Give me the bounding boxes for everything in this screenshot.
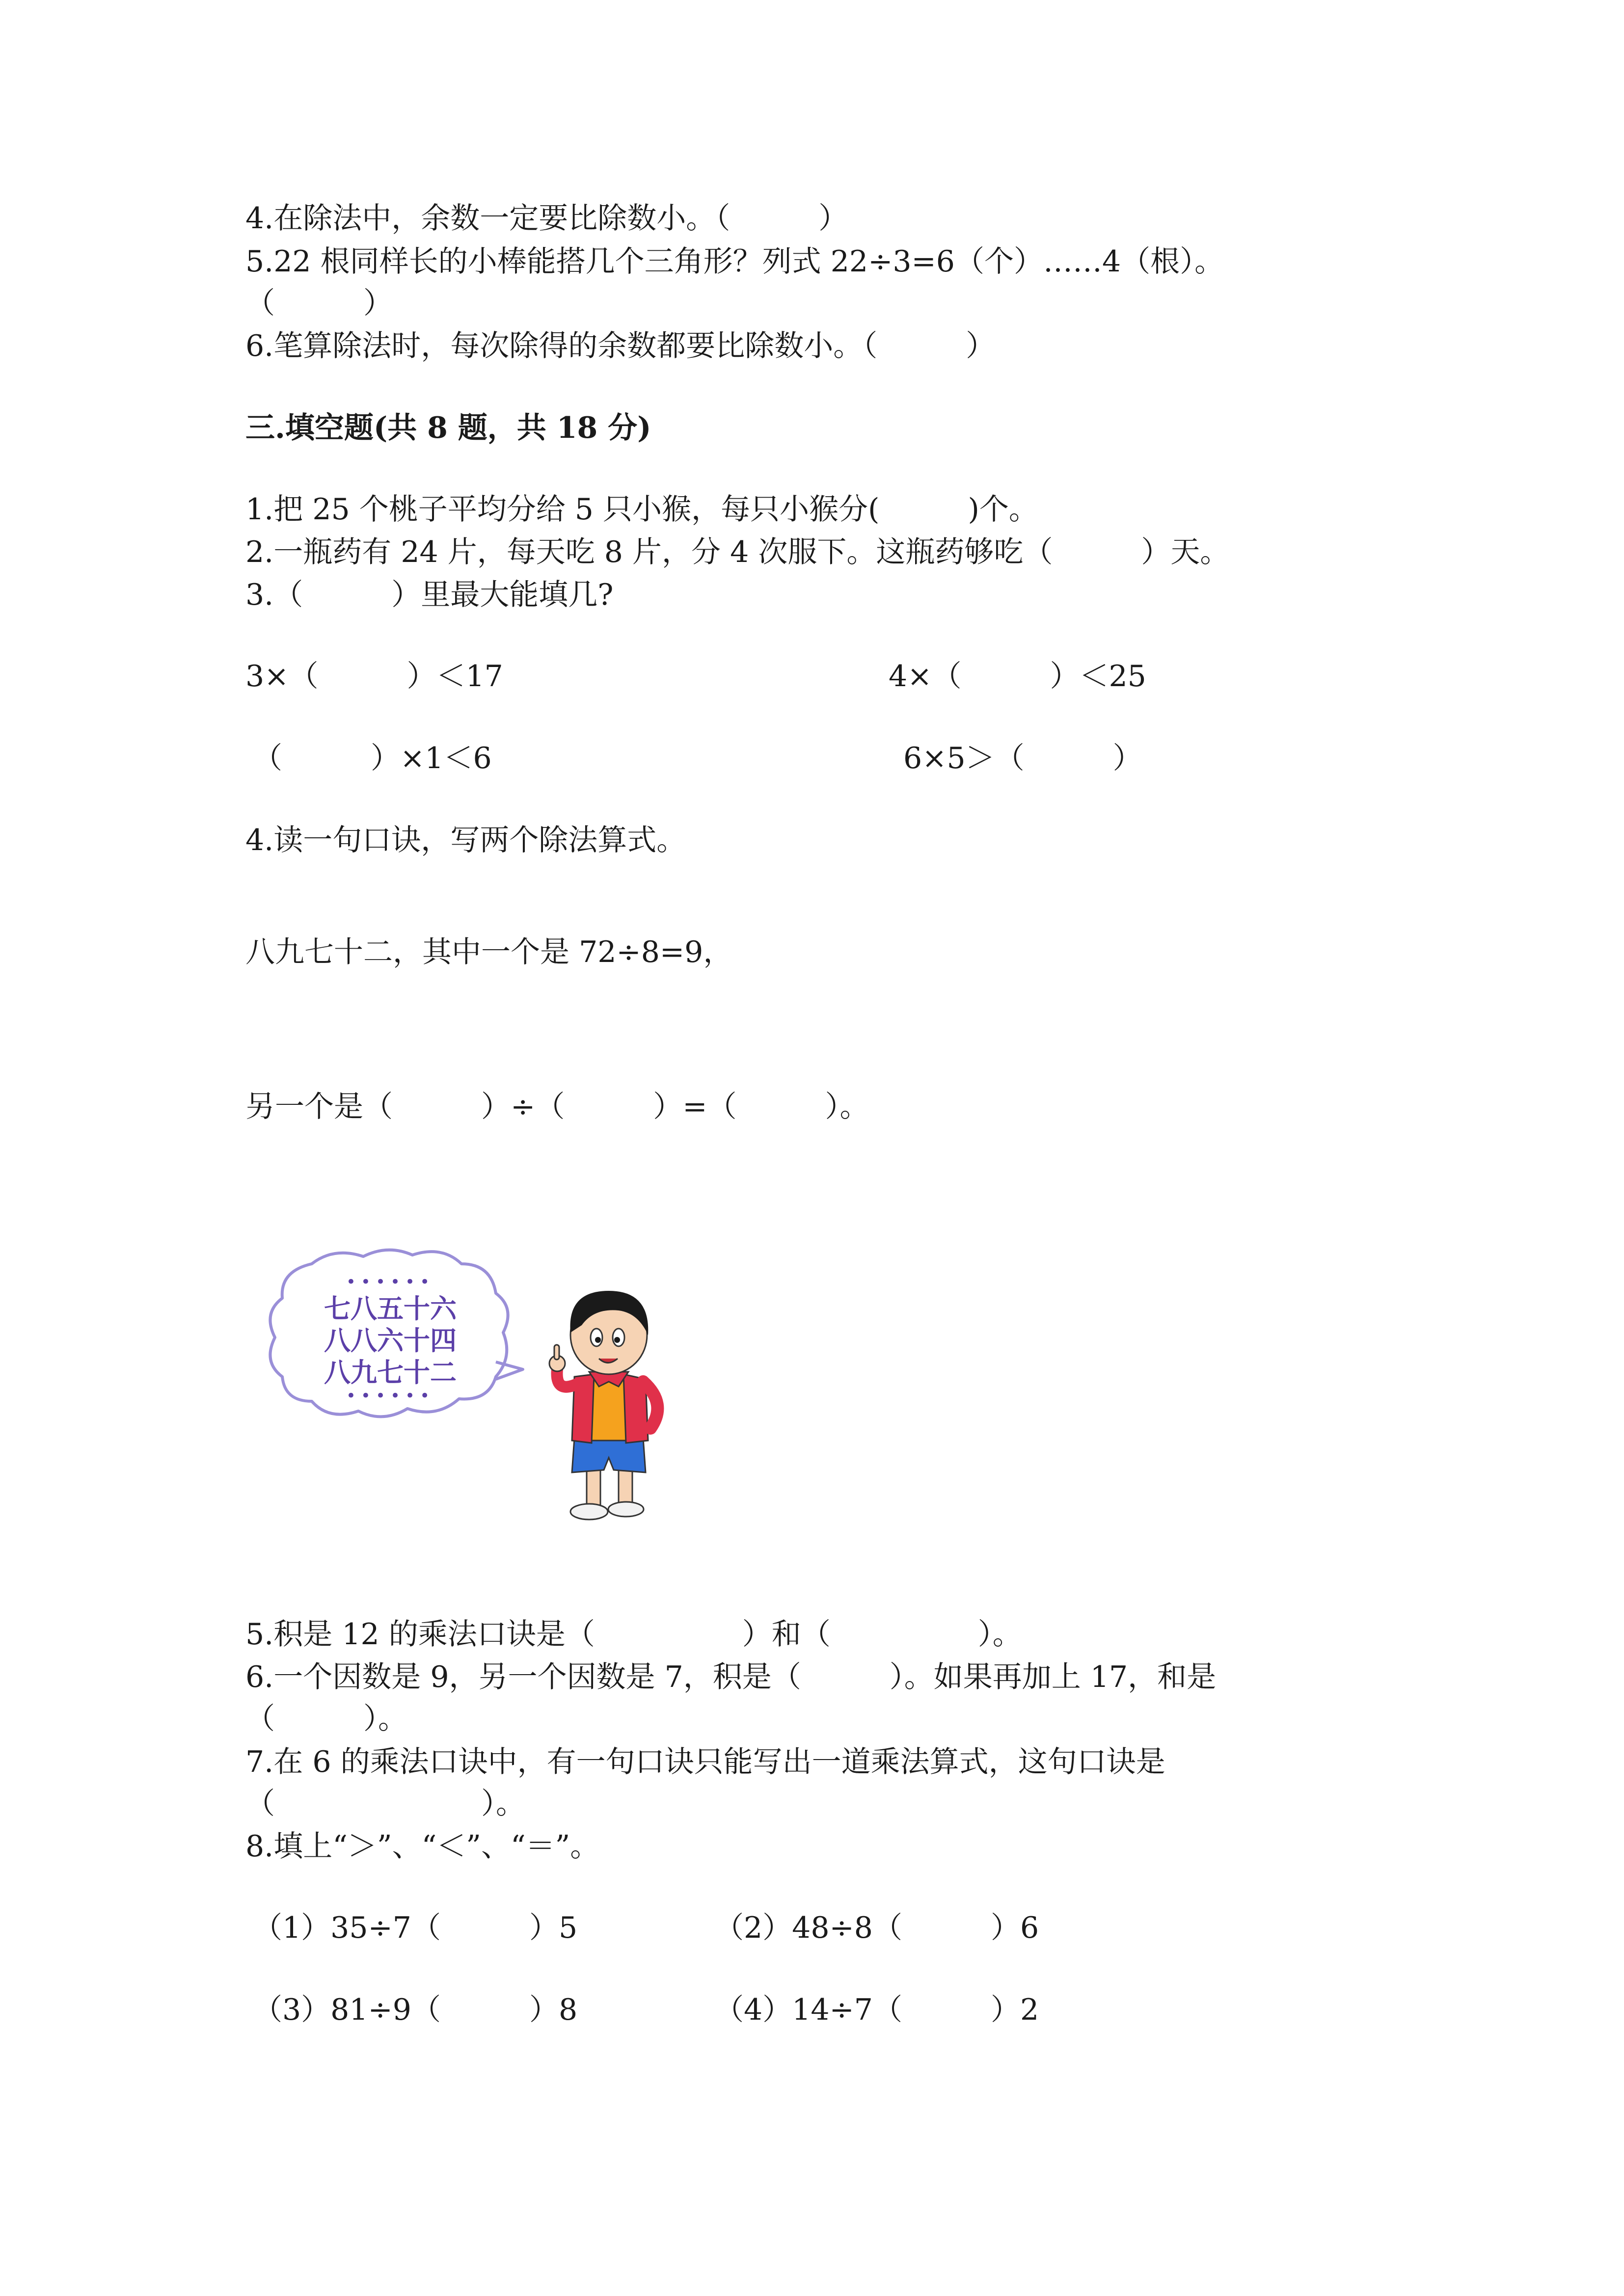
bubble-dots-top: •••••• [346,1272,435,1292]
fill-q3-expr-a: 3×（ ）＜17 [245,659,503,694]
fill-q4: 4.读一句口诀，写两个除法算式。 [245,823,686,857]
fill-q6-line2: （ ）。 [245,1702,407,1736]
fill-q5: 5.积是 12 的乘法口诀是（ ）和（ ）。 [245,1617,1022,1652]
fill-q3-expr-b: 4×（ ）＜25 [889,659,1146,694]
fill-q4-given: 八九七十二，其中一个是 72÷8=9， [245,935,733,969]
fill-q3: 3.（ ）里最大能填几? [245,578,614,612]
bubble-line-1: 七八五十六 [324,1293,457,1324]
fill-q6-line1: 6.一个因数是 9，另一个因数是 7，积是（ ）。如果再加上 17，和是 [245,1660,1217,1694]
fill-q4-other: 另一个是（ ）÷（ ）=（ ）。 [245,1090,869,1124]
bubble-dots-bottom: •••••• [346,1386,435,1406]
fill-q7-line2: （ ）。 [245,1787,525,1821]
fill-q2: 2.一瓶药有 24 片，每天吃 8 片，分 4 次服下。这瓶药够吃（ ）天。 [245,535,1230,569]
speech-bubble [265,1244,525,1431]
fill-q8-item-2: （2）48÷8（ ）6 [714,1911,1039,1945]
fill-q3-expr-c: （ ）×1＜6 [253,741,492,775]
judge-q6: 6.笔算除法时，每次除得的余数都要比除数小。（ ） [245,329,996,363]
bubble-line-3: 八九七十二 [324,1357,457,1388]
fill-q3-expr-d: 6×5＞（ ） [903,741,1142,775]
fill-q8-item-4: （4）14÷7（ ）2 [714,1993,1039,2027]
judge-q5-line1: 5.22 根同样长的小棒能搭几个三角形？列式 22÷3=6（个）……4（根）。 [245,244,1224,279]
fill-q8-item-3: （3）81÷9（ ）8 [253,1993,578,2027]
section-3-heading: 三.填空题(共 8 题，共 18 分) [245,411,651,445]
fill-q7-line1: 7.在 6 的乘法口诀中，有一句口诀只能写出一道乘法算式，这句口诀是 [245,1745,1165,1779]
judge-q4: 4.在除法中，余数一定要比除数小。（ ） [245,201,848,236]
fill-q1: 1.把 25 个桃子平均分给 5 只小猴，每只小猴分( )个。 [245,492,1038,527]
judge-q5-line2: （ ） [245,286,393,320]
cartoon-boy-illustration [545,1271,692,1536]
fill-q8-item-1: （1）35÷7（ ）5 [253,1911,578,1945]
bubble-line-2: 八八六十四 [324,1325,457,1356]
fill-q8: 8.填上“＞”、“＜”、“＝”。 [245,1829,600,1864]
